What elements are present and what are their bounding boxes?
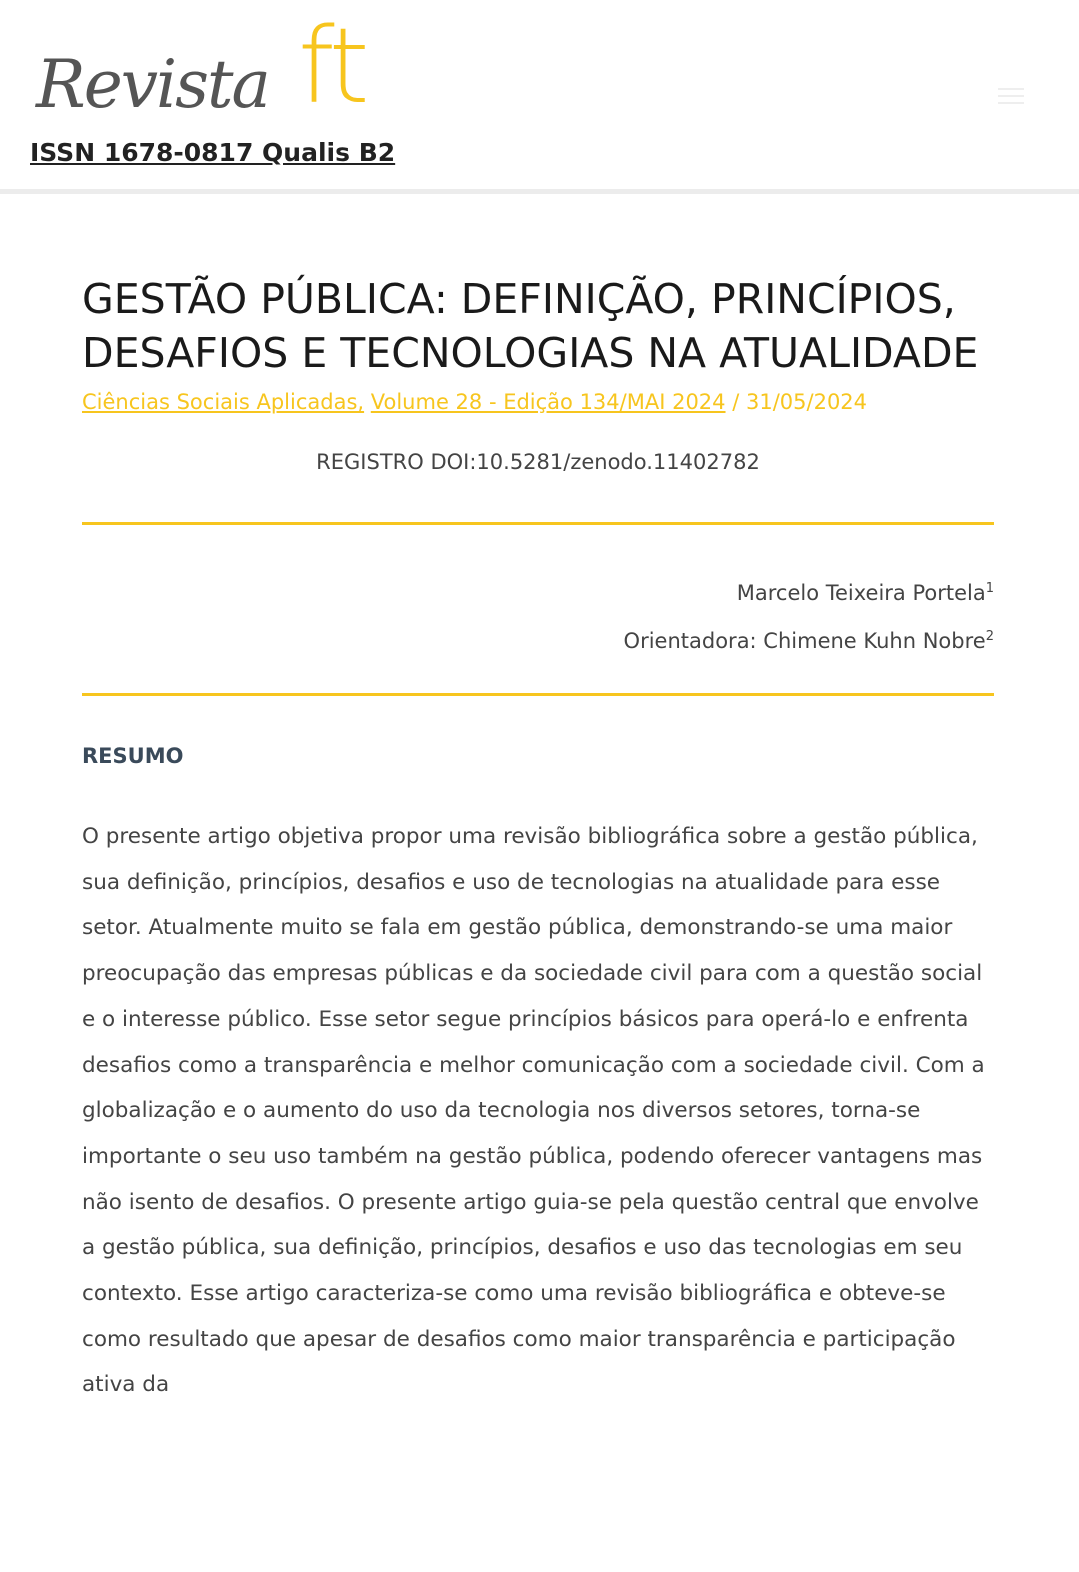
publish-date: 31/05/2024 <box>745 390 868 414</box>
article-title: GESTÃO PÚBLICA: DEFINIÇÃO, PRINCÍPIOS, DESAFIOS E TECNOLOGIAS NA ATUALIDADE <box>82 275 979 377</box>
logo-ft-text: ft <box>298 5 366 127</box>
authors-block <box>82 567 994 663</box>
divider-bottom <box>82 693 994 696</box>
doi-registry: REGISTRO DOI:10.5281/zenodo.11402782 <box>316 450 760 474</box>
issn-link[interactable]: ISSN 1678-0817 Qualis B2 <box>30 138 396 167</box>
abstract-text: O presente artigo objetiva propor uma revisão bibliográfica sobre a gestão pública, sua definição, princípios, desafios e uso de tecnologias na atualidade para esse setor. Atualmente muito se fala em gestão pública, demonstrando-se uma maior preocupação das empresas públicas e da sociedade civil para com a questão social e o interesse público. Esse setor segue princípios básicos para operá-lo e enfrenta desafios como a transparência e melhor comunicação com a sociedade civil. Com a globalização e o aumento do uso da tecnologia nos diversos setores, torna-se importante o seu uso também na gestão pública, podendo oferecer vantagens mas não isento de desafios. O presente artigo guia-se pela questão central que envolve a gestão pública, sua definição, princípios, desafios e uso das tecnologias em seu contexto. Esse artigo caracteriza-se como uma revisão bibliográfica e obteve-se como resultado que apesar de desafios como maior transparência e participação ativa da <box>82 824 985 1398</box>
article-meta <box>82 390 994 414</box>
abstract-heading: RESUMO <box>82 744 184 768</box>
article-content <box>82 272 994 1408</box>
edition-link[interactable]: Volume 28 - Edição 134/MAI 2024 <box>370 390 726 414</box>
advisor-footnote: 2 <box>985 629 994 644</box>
site-header <box>0 0 1079 194</box>
advisor-name: Orientadora: Chimene Kuhn Nobre <box>623 629 986 653</box>
author-name: Marcelo Teixeira Portela <box>736 581 986 605</box>
category-link[interactable]: Ciências Sociais Aplicadas, <box>82 390 365 414</box>
advisor-line <box>82 615 994 663</box>
logo-script-text: Revista <box>36 46 269 123</box>
author-footnote: 1 <box>985 581 994 596</box>
divider-top <box>82 522 994 525</box>
hamburger-menu-icon[interactable] <box>998 88 1024 108</box>
author-line <box>82 567 994 615</box>
revista-ft-logo[interactable] <box>30 5 400 142</box>
date-separator: / <box>732 390 740 414</box>
